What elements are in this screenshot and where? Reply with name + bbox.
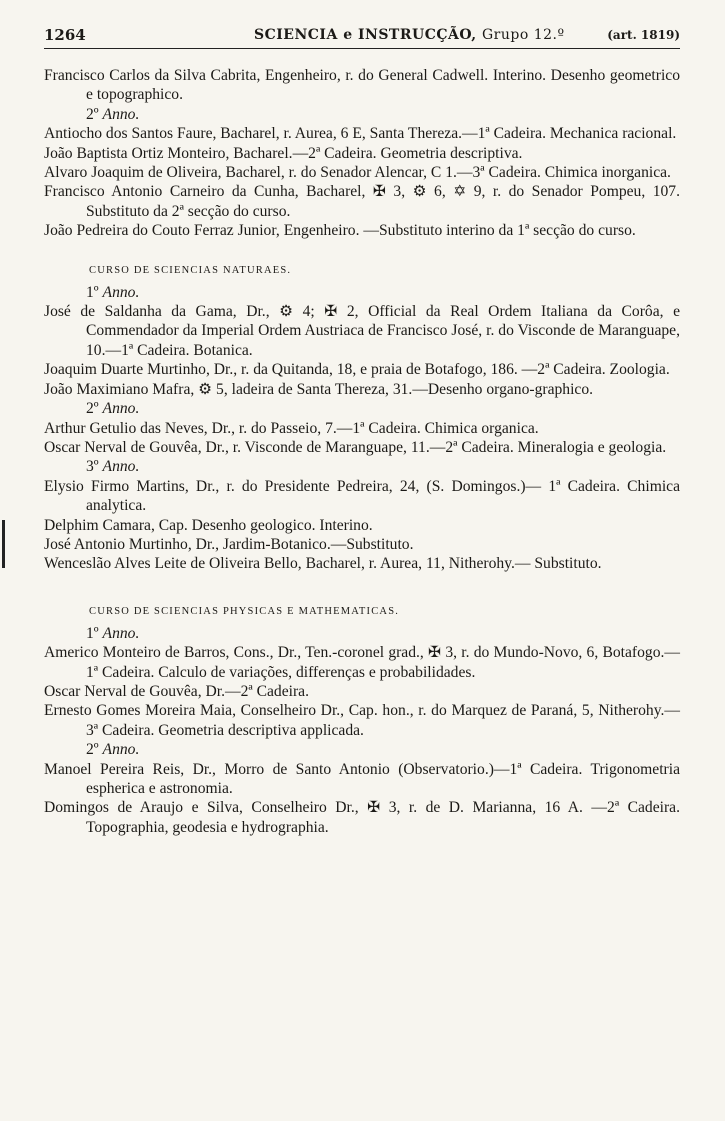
entry: João Maximiano Mafra, ⚙ 5, ladeira de Santa Thereza, 31.—Desenho organo-graphico. [44, 380, 594, 398]
entry: Elysio Firmo Martins, Dr., r. do Presidente Pedreira, 24, (S. Domingos.)— 1ª Cadeira. Chimica analytica. [44, 477, 680, 515]
section-heading: CURSO DE SCIENCIAS PHYSICAS E MATHEMATICAS. [89, 605, 400, 617]
entry: Francisco Carlos da Silva Cabrita, Engenheiro, r. do General Cadwell. Interino. Desenho geometrico e topographico. [44, 67, 680, 104]
section-heading: CURSO DE SCIENCIAS NATURAES. [89, 264, 292, 276]
running-header [44, 26, 680, 49]
page-number: 1264 [44, 26, 86, 44]
header-title-text: SCIENCIA e INSTRUCÇÃO, [254, 27, 477, 43]
year-number: 2º [86, 741, 99, 759]
header-title [254, 27, 565, 43]
entry: Oscar Nerval de Gouvêa, Dr., r. Visconde de Maranguape, 11.—2ª Cadeira. Mineralogia e geologia. [44, 438, 667, 456]
header-group: Grupo 12.º [481, 27, 565, 43]
entry: Antiocho dos Santos Faure, Bacharel, r. Aurea, 6 E, Santa Thereza.—1ª Cadeira. Mechanica racional. [44, 125, 677, 143]
entry: João Pedreira do Couto Ferraz Junior, Engenheiro. —Substituto interino da 1ª secção do curso. [44, 222, 636, 240]
year-number: 3º [86, 458, 99, 476]
entry: Ernesto Gomes Moreira Maia, Conselheiro Dr., Cap. hon., r. do Marquez de Paraná, 5, Nitherohy.—3ª Cadeira. Geometria descriptiva applicada. [44, 702, 680, 739]
year-number: 1º [86, 283, 99, 301]
year-word: Anno. [102, 400, 140, 418]
entry: Manoel Pereira Reis, Dr., Morro de Santo Antonio (Observatorio.)—1ª Cadeira. Trigonometria espherica e astronomia. [44, 760, 680, 797]
year-number: 2º [86, 400, 99, 418]
entry: José Antonio Murtinho, Dr., Jardim-Botanico.—Substituto. [44, 535, 414, 553]
year-heading [44, 457, 680, 476]
entry: Domingos de Araujo e Silva, Conselheiro Dr., ✠ 3, r. de D. Marianna, 16 A. —2ª Cadeira. Topographia, geodesia e hydrographia. [44, 799, 680, 836]
entry: Delphim Camara, Cap. Desenho geologico. Interino. [44, 516, 373, 534]
edge-mark [2, 520, 5, 568]
year-heading [44, 624, 680, 643]
entry: Oscar Nerval de Gouvêa, Dr.—2ª Cadeira. [44, 682, 309, 700]
year-number: 1º [86, 624, 99, 642]
year-word: Anno. [102, 283, 140, 301]
year-number: 2º [86, 105, 99, 123]
year-word: Anno. [102, 105, 140, 123]
entry: Alvaro Joaquim de Oliveira, Bacharel, r. do Senador Alencar, C 1.—3ª Cadeira. Chimica inorganica. [44, 164, 671, 182]
year-heading [44, 399, 680, 418]
body-text [44, 66, 680, 837]
year-word: Anno. [102, 741, 140, 759]
year-heading [44, 105, 680, 124]
year-word: Anno. [102, 458, 140, 476]
header-article: (art. 1819) [607, 28, 680, 42]
entry: José de Saldanha da Gama, Dr., ⚙ 4; ✠ 2, Official da Real Ordem Italiana da Corôa, e Commendador da Imperial Ordem Austriaca de Francisco José, r. do Visconde de Maranguape, 10.—1ª Cadeira. Botanica. [44, 303, 680, 359]
entry: Arthur Getulio das Neves, Dr., r. do Passeio, 7.—1ª Cadeira. Chimica organica. [44, 419, 539, 437]
entry: João Baptista Ortiz Monteiro, Bacharel.—2ª Cadeira. Geometria descriptiva. [44, 144, 523, 162]
entry: Wenceslão Alves Leite de Oliveira Bello, Bacharel, r. Aurea, 11, Nitherohy.— Substituto. [44, 555, 602, 573]
year-heading [44, 283, 680, 302]
year-word: Anno. [102, 624, 140, 642]
year-heading [44, 740, 680, 759]
entry: Americo Monteiro de Barros, Cons., Dr., Ten.-coronel grad., ✠ 3, r. do Mundo-Novo, 6, Botafogo.—1ª Cadeira. Calculo de variações, differenças e probabilidades. [44, 644, 680, 681]
entry: Joaquim Duarte Murtinho, Dr., r. da Quitanda, 18, e praia de Botafogo, 186. —2ª Cadeira. Zoologia. [44, 361, 670, 379]
entry: Francisco Antonio Carneiro da Cunha, Bacharel, ✠ 3, ⚙ 6, ✡ 9, r. do Senador Pompeu, 107. Substituto da 2ª secção do curso. [44, 183, 680, 220]
